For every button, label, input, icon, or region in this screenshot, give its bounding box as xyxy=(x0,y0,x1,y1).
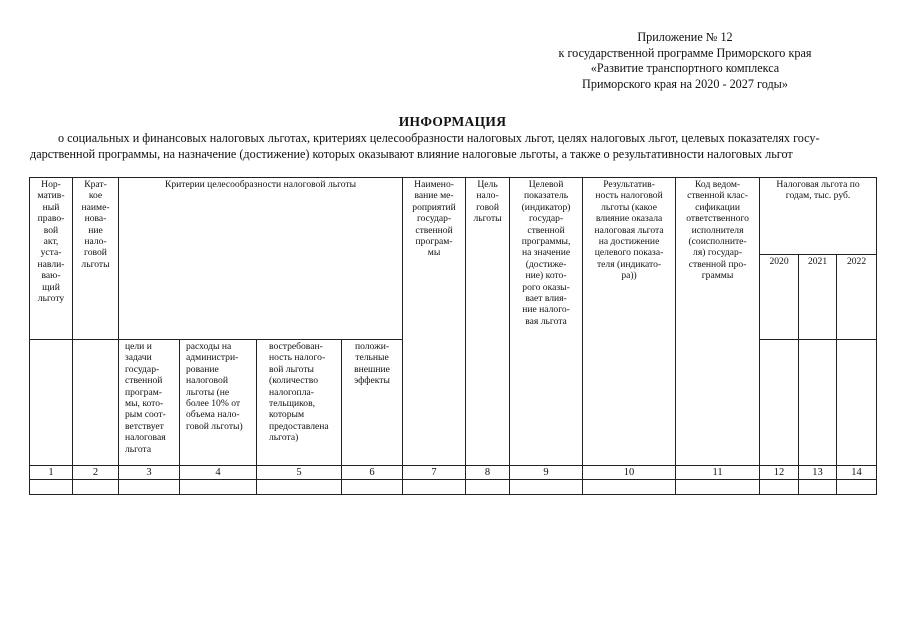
column-number-cell: 11 xyxy=(676,466,760,480)
document-subtitle xyxy=(30,131,880,162)
column-number-cell: 9 xyxy=(510,466,583,480)
empty-data-cell xyxy=(466,480,510,495)
empty-data-cell xyxy=(403,480,466,495)
column-number-cell: 5 xyxy=(257,466,342,480)
annex-block xyxy=(515,30,855,92)
header-benefit-goal: Цель нало- говой льготы xyxy=(466,178,510,466)
header-empty-13 xyxy=(799,340,837,466)
empty-data-cell xyxy=(180,480,257,495)
empty-data-cell xyxy=(799,480,837,495)
annex-line-3: «Развитие транспортного комплекса xyxy=(590,61,780,75)
empty-data-cell xyxy=(342,480,403,495)
header-admin-costs: расходы на администри- рование налоговой льготы (не более 10% от объема нало- говой льготы) xyxy=(180,340,257,466)
column-number-cell: 3 xyxy=(119,466,180,480)
column-number-cell: 2 xyxy=(73,466,119,480)
header-program-goals: цели и задачи государ- ственной програм- мы, кото- рым соот- ветствует налоговая льгота xyxy=(119,340,180,466)
empty-data-cell xyxy=(257,480,342,495)
header-empty-2 xyxy=(73,340,119,466)
header-empty-1 xyxy=(30,340,73,466)
header-criteria-group: Критерии целесообразности налоговой льготы xyxy=(119,178,403,340)
header-year-2022: 2022 xyxy=(837,255,877,340)
column-number-cell: 12 xyxy=(760,466,799,480)
annex-line-1: Приложение № 12 xyxy=(637,30,733,44)
annex-line-2: к государственной программе Приморского края xyxy=(558,45,812,60)
header-short-name: Крат- кое наиме- нова- ние нало- говой льготы xyxy=(73,178,119,340)
annex-line-4: Приморского края на 2020 - 2027 годы» xyxy=(582,76,788,91)
header-normative-act: Нор- матив- ный право- вой акт, уста- навли- ваю- щий льготу xyxy=(30,178,73,340)
header-department-code: Код ведом- ственной клас- сификации ответственного исполнителя (соисполните- ля) государ- ственной про- граммы xyxy=(676,178,760,466)
header-year-2021: 2021 xyxy=(799,255,837,340)
header-year-2020: 2020 xyxy=(760,255,799,340)
column-number-cell: 8 xyxy=(466,466,510,480)
header-years-group: Налоговая льгота по годам, тыс. руб. xyxy=(760,178,877,255)
empty-data-cell xyxy=(760,480,799,495)
document-title: ИНФОРМАЦИЯ xyxy=(398,114,507,129)
column-number-cell: 10 xyxy=(583,466,676,480)
empty-data-cell xyxy=(583,480,676,495)
empty-data-cell xyxy=(119,480,180,495)
empty-data-cell xyxy=(676,480,760,495)
tax-benefits-table xyxy=(29,177,877,495)
empty-data-cell xyxy=(510,480,583,495)
header-positive-effects: положи- тельные внешние эффекты xyxy=(342,340,403,466)
header-empty-12 xyxy=(760,340,799,466)
empty-data-cell xyxy=(30,480,73,495)
header-demand: востребован- ность налого- вой льготы (количество налогопла- тельщиков, которым предоставлена льгота) xyxy=(257,340,342,466)
empty-data-cell xyxy=(73,480,119,495)
column-number-cell: 13 xyxy=(799,466,837,480)
subtitle-line-1: о социальных и финансовых налоговых льготах, критериях целесообразности налоговых льгот, целях налоговых льгот, целевых показателях госу- xyxy=(58,131,820,145)
column-number-cell: 6 xyxy=(342,466,403,480)
subtitle-line-2: дарственной программы, на назначение (достижение) которых оказывают влияние налоговые льготы, а также о результативности налоговых льгот xyxy=(30,146,793,161)
column-number-cell: 4 xyxy=(180,466,257,480)
header-activities-name: Наимено- вание ме- роприятий государ- ственной програм- мы xyxy=(403,178,466,466)
column-number-cell: 1 xyxy=(30,466,73,480)
column-number-cell: 14 xyxy=(837,466,877,480)
empty-data-cell xyxy=(837,480,877,495)
header-target-indicator: Целевой показатель (индикатор) государ- ственной программы, на значение (достиже- ние) кото- рого оказы- вает влия- ние налого- вая льгота xyxy=(510,178,583,466)
header-empty-14 xyxy=(837,340,877,466)
header-effectiveness: Результатив- ность налоговой льготы (какое влияние оказала налоговая льгота на достижение целевого показа- теля (индикато- ра)) xyxy=(583,178,676,466)
column-number-cell: 7 xyxy=(403,466,466,480)
